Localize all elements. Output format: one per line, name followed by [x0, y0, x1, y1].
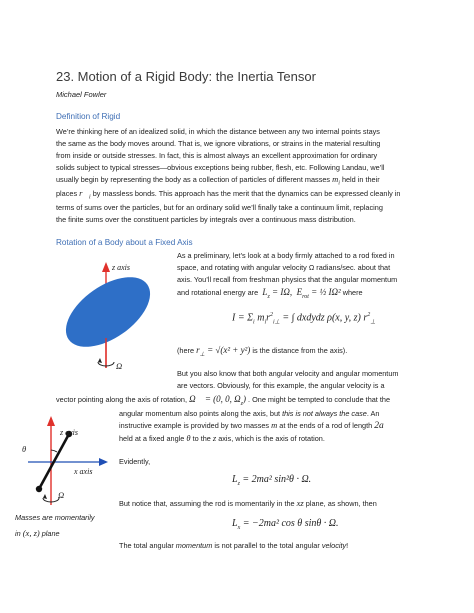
- mass-bottom: [36, 486, 42, 492]
- section-heading-rotation: Rotation of a Body about a Fixed Axis: [56, 238, 193, 247]
- text-line: from inside or outside stresses. In fact, this is almost always an excellent approximation for ordinary: [56, 151, 378, 160]
- equation-omega-vector: Ω⃗ = (0, 0, $\Omega_z$): [189, 394, 246, 407]
- equation-inertia: $I = \Sigma_i$ $m_ir^2_{i\perp}$ = ∫ dxdydz ρ(x, y, z) $r^2_\perp$: [232, 312, 376, 326]
- text-line: As a preliminary, let’s look at a body firmly attached to a rod fixed in: [177, 251, 395, 260]
- disk-body: [56, 263, 162, 361]
- dumbbell-figure: [24, 410, 124, 510]
- x-axis-arrowhead: [99, 458, 108, 466]
- text-line: held at a fixed angle θ to the z axis, which is the axis of rotation.: [119, 433, 325, 443]
- text-line: terms of sums over the particles, but for an ordinary solid we’ll finally take a continuum limit, replacing: [56, 203, 383, 212]
- section-heading-definition: Definition of Rigid: [56, 112, 121, 121]
- fig1-omega-label: Ω: [116, 361, 123, 371]
- text-line: But notice that, assuming the rod is momentarily in the xz plane, as shown, then: [119, 498, 377, 508]
- fig2-theta-label: θ: [22, 444, 27, 454]
- text-line: But you also know that both angular velocity and angular momentum: [177, 369, 399, 378]
- text-line: (here $r_\perp = √(x^2 + y^2)$ is the distance from the axis).: [177, 345, 348, 358]
- fig1-z-label: z axis: [112, 263, 130, 272]
- text-line: solids subject to typical stresses—obvious exceptions being rubber, flesh, etc. Following Landau, we’ll: [56, 163, 385, 172]
- figure-caption-line2: in (x, z) plane: [15, 528, 60, 538]
- text-line: instructive example is provided by two masses m at the ends of a rod of length 2a: [119, 420, 384, 431]
- angle-arc: [51, 450, 57, 452]
- equation-distance: $r_\perp = √(x^2 + y^2)$: [196, 345, 251, 358]
- text-line: We’re thinking here of an idealized solid, in which the distance between any two internal points stays: [56, 127, 380, 136]
- text-line: the finite sums over the constituent particles by integrals over a continuous mass distribution.: [56, 215, 356, 224]
- author-name: Michael Fowler: [56, 90, 107, 99]
- text-line: angular momentum also points along the axis, but this is not always the case. An: [119, 409, 380, 418]
- fig2-omega-label: Ω: [58, 490, 65, 500]
- text-line: vector pointing along the axis of rotation, Ω⃗ = (0, 0, $\Omega_z$) . One might be tempted to conclude that the: [56, 394, 391, 407]
- text-line: The total angular momentum is not parallel to the total angular velocity!: [119, 541, 349, 550]
- fig2-x-label: x axis: [74, 467, 93, 476]
- text-line: axis. You’ll recall from freshman physics that the angular momentum: [177, 275, 398, 284]
- text-line: are vectors. Obviously, for this example, the angular velocity is a: [177, 381, 385, 390]
- position-symbol: $r⃗_i$: [79, 188, 91, 201]
- text-line: places $r⃗_i$ by massless bonds. This approach has the merit that the dynamics can be expressed cleanly in: [56, 188, 401, 201]
- equation-Lx: $L_x = -2ma^2$ cos θ sinθ · Ω.: [232, 518, 339, 531]
- figure-caption-line1: Masses are momentarily: [15, 513, 95, 522]
- text-line: and rotational energy are $L_z = I\Omega$, $E_{rot}$ = ½ IΩ² where: [177, 287, 363, 300]
- mass-symbol: $m_i$: [332, 174, 340, 187]
- text-line: usually begin by representing the body as a collection of particles of different masses $m_i$ held in their: [56, 174, 380, 187]
- fig2-z-label: z axis: [60, 428, 78, 437]
- equation-energy: $L_z = I\Omega$, $E_{rot}$ = ½ IΩ²: [260, 287, 341, 300]
- text-line: Evidently,: [119, 457, 151, 466]
- page-title: 23. Motion of a Rigid Body: the Inertia Tensor: [56, 69, 316, 84]
- text-line: the same as the body moves around. That is, we ignore vibrations, or strains in the material resulting: [56, 139, 381, 148]
- text-line: space, and rotating with angular velocity Ω radians/sec. about that: [177, 263, 391, 272]
- axis-arrowhead: [102, 262, 110, 272]
- z-axis-arrowhead: [47, 416, 55, 426]
- equation-Lz: $L_z = 2ma^2$ sin²θ · Ω.: [232, 474, 312, 487]
